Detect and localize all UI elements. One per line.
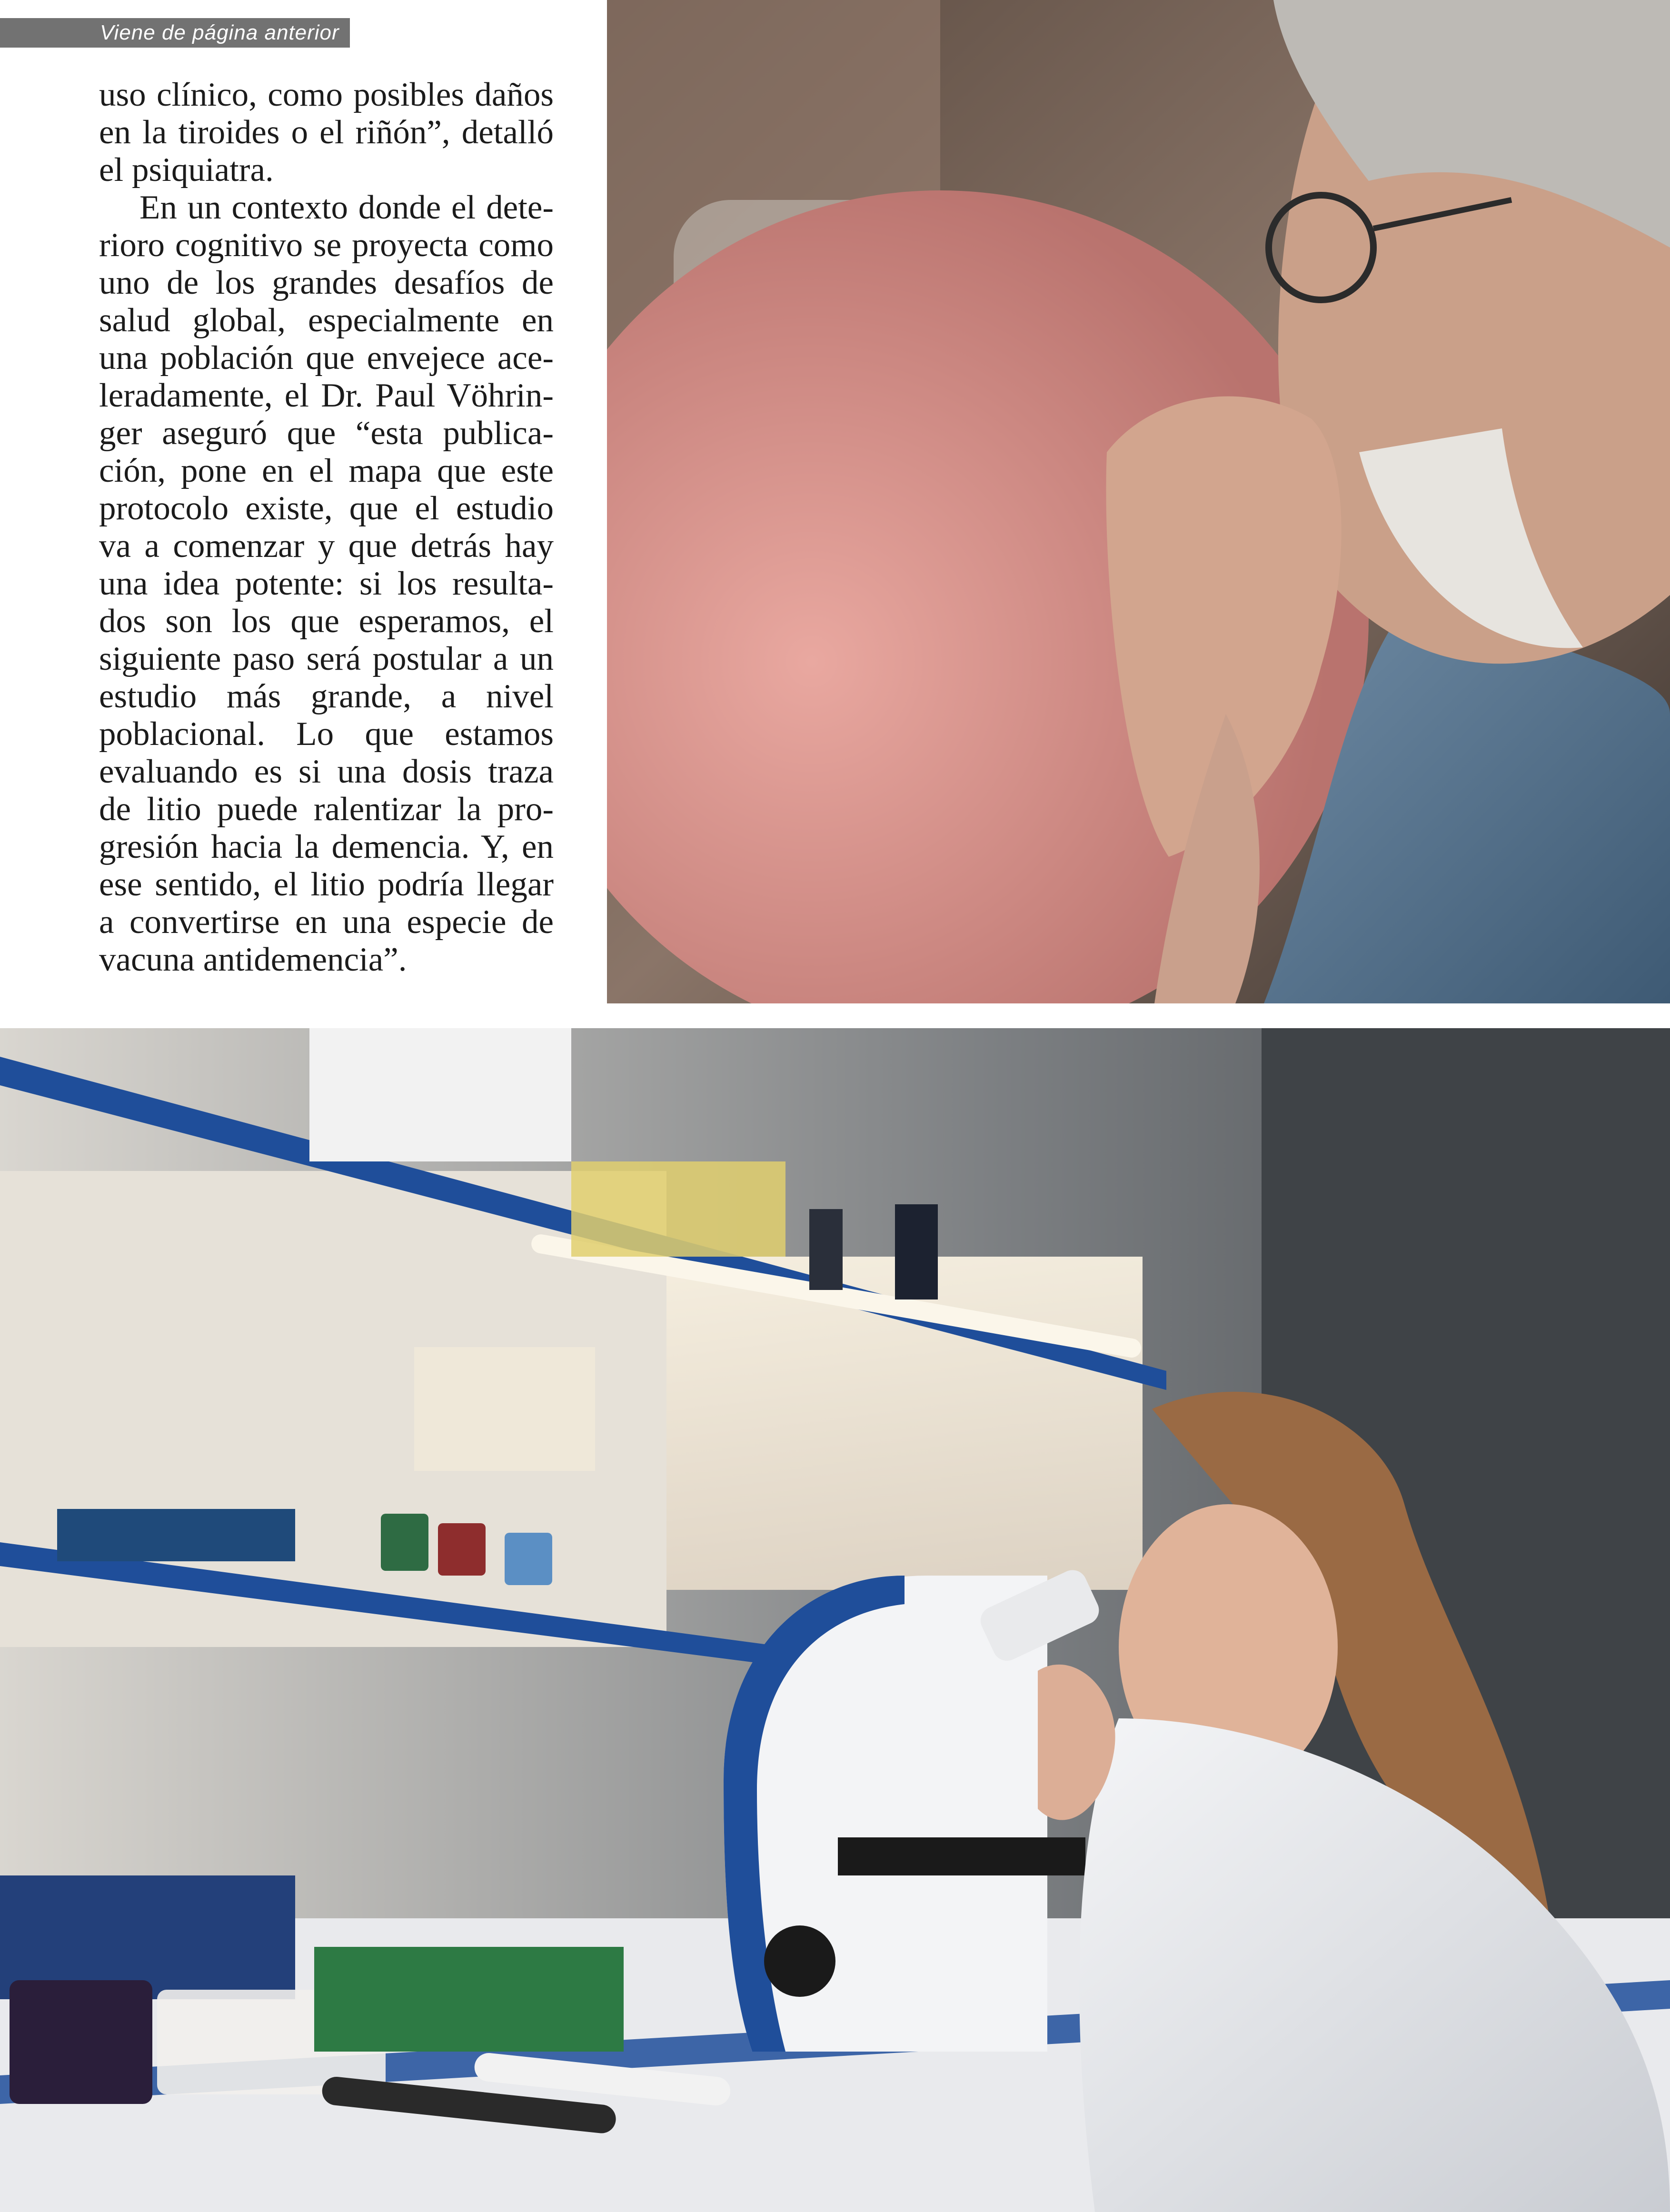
article-body-column bbox=[99, 76, 554, 979]
photo-lab-researcher bbox=[0, 1028, 1670, 2212]
article-paragraph: uso clínico, como posibles daños en la tiroides o el riñón”, detalló el psiquiatra. bbox=[99, 76, 554, 188]
article-paragraph: En un contexto donde el deterioro cognitivo se proyecta como uno de los grandes desafíos de salud global, especialmente en una población que envejece aceleradamente, el Dr. Paul Vöhringer aseguró que “esta publicación, pone en el mapa que este protocolo existe, que el estudio va a comenzar y que detrás hay una idea potente: si los resultados son los que esperamos, el siguiente paso será postular a un estudio más grande, a nivel poblacional. Lo que estamos evaluando es si una dosis traza de litio puede ralentizar la progresión hacia la demencia. Y, en ese sentido, el litio podría llegar a convertirse en una especie de vacuna antidemencia”. bbox=[99, 189, 554, 978]
photo-elderly-man-illustration bbox=[607, 0, 1670, 1003]
photo-lab-researcher-illustration bbox=[0, 1028, 1670, 2212]
photo-elderly-man bbox=[607, 0, 1670, 1003]
continued-from-previous-page-label: Viene de página anterior bbox=[0, 18, 350, 48]
